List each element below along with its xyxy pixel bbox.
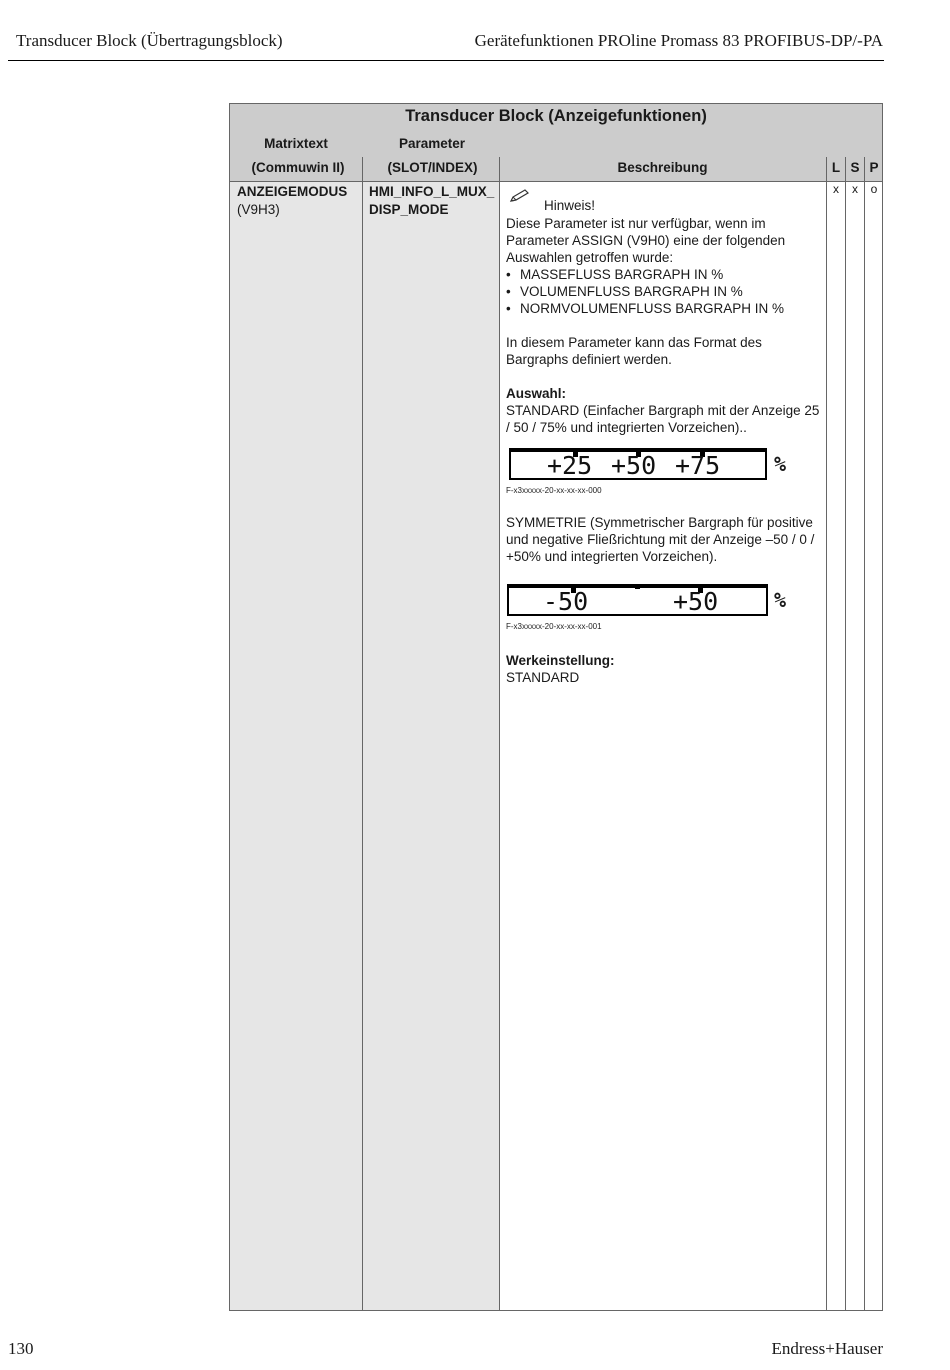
divider-col-s — [864, 157, 865, 1310]
divider-col3 — [826, 157, 827, 1310]
bargraph-unit: % — [774, 452, 787, 476]
col-s-header: S — [850, 160, 860, 175]
bargraph-label: +25 — [547, 451, 593, 480]
divider-col2 — [499, 157, 500, 1310]
intro-text: In diesem Parameter kann das Format des Bargraphs definiert werden. — [506, 335, 762, 367]
col2-header-line1: Parameter — [398, 136, 466, 151]
symmetrie-text: SYMMETRIE (Symmetrischer Bargraph für positive und negative Fließrichtung mit der Anzeige –50 / 0 / +50% und integrierten Vorzeichen). — [506, 515, 815, 564]
brand-logo-text: Endress+Hauser — [771, 1339, 883, 1358]
description-cell — [506, 193, 821, 686]
table-title: Transducer Block (Anzeigefunktionen) — [405, 107, 707, 125]
bargraph-label: +50 — [673, 587, 719, 616]
bargraph-label: -50 — [543, 587, 589, 616]
page-number: 130 — [8, 1339, 34, 1358]
col1-header-line2: (Commuwin II) — [251, 160, 345, 175]
access-p: o — [870, 182, 878, 196]
option-item: • VOLUMENFLUSS BARGRAPH IN % — [506, 283, 821, 300]
parameter-table — [229, 103, 883, 1311]
col1-header-line1: Matrixtext — [264, 136, 328, 151]
col3-header: Beschreibung — [617, 160, 708, 175]
access-s: x — [852, 182, 858, 196]
access-l: x — [833, 182, 839, 196]
bargraph-label: +75 — [675, 451, 721, 480]
pencil-note-icon — [509, 188, 531, 204]
note-heading — [506, 193, 821, 215]
auswahl-label: Auswahl: — [506, 386, 567, 401]
option-item: • NORMVOLUMENFLUSS BARGRAPH IN % — [506, 300, 821, 317]
bargraph-tick — [635, 584, 640, 589]
note-text: Diese Parameter ist nur verfügbar, wenn im Parameter ASSIGN (V9H0) eine der folgenden Auswahlen getroffen wurde: — [506, 216, 786, 265]
option-list — [506, 266, 821, 317]
note-label: Hinweis! — [544, 198, 596, 213]
figure-id: F-x3xxxxx-20-xx-xx-xx-001 — [506, 622, 602, 631]
page-header-section: Transducer Block (Übertragungsblock) — [16, 31, 283, 50]
header-rule — [8, 60, 884, 61]
col2-fill — [362, 181, 499, 1310]
bargraph-display-symmetrie — [506, 582, 791, 622]
option-item: • MASSEFLUSS BARGRAPH IN % — [506, 266, 821, 283]
divider-col1 — [362, 157, 363, 1310]
col-p-header: P — [869, 160, 879, 175]
parameter-name-line1: HMI_INFO_L_MUX_ — [369, 184, 495, 199]
default-label: Werkeinstellung: — [506, 653, 615, 668]
matrix-text-name: ANZEIGEMODUS — [237, 184, 348, 199]
page-header-title: Gerätefunktionen PROline Promass 83 PROFIBUS-DP/-PA — [474, 31, 883, 50]
bargraph-label: +50 — [611, 451, 657, 480]
divider-col-l — [845, 157, 846, 1310]
bargraph-unit: % — [774, 588, 787, 612]
bargraph-display-standard — [506, 446, 791, 486]
col1-fill — [230, 181, 362, 1310]
matrix-text-code: (V9H3) — [237, 202, 280, 217]
col-l-header: L — [831, 160, 841, 175]
parameter-name-line2: DISP_MODE — [369, 202, 449, 217]
standard-text: STANDARD (Einfacher Bargraph mit der Anzeige 25 / 50 / 75% und integrierten Vorzeichen).. — [506, 403, 820, 435]
figure-id: F-x3xxxxx-20-xx-xx-xx-000 — [506, 486, 602, 495]
default-value: STANDARD — [506, 670, 580, 685]
col2-header-line2: (SLOT/INDEX) — [387, 160, 478, 175]
